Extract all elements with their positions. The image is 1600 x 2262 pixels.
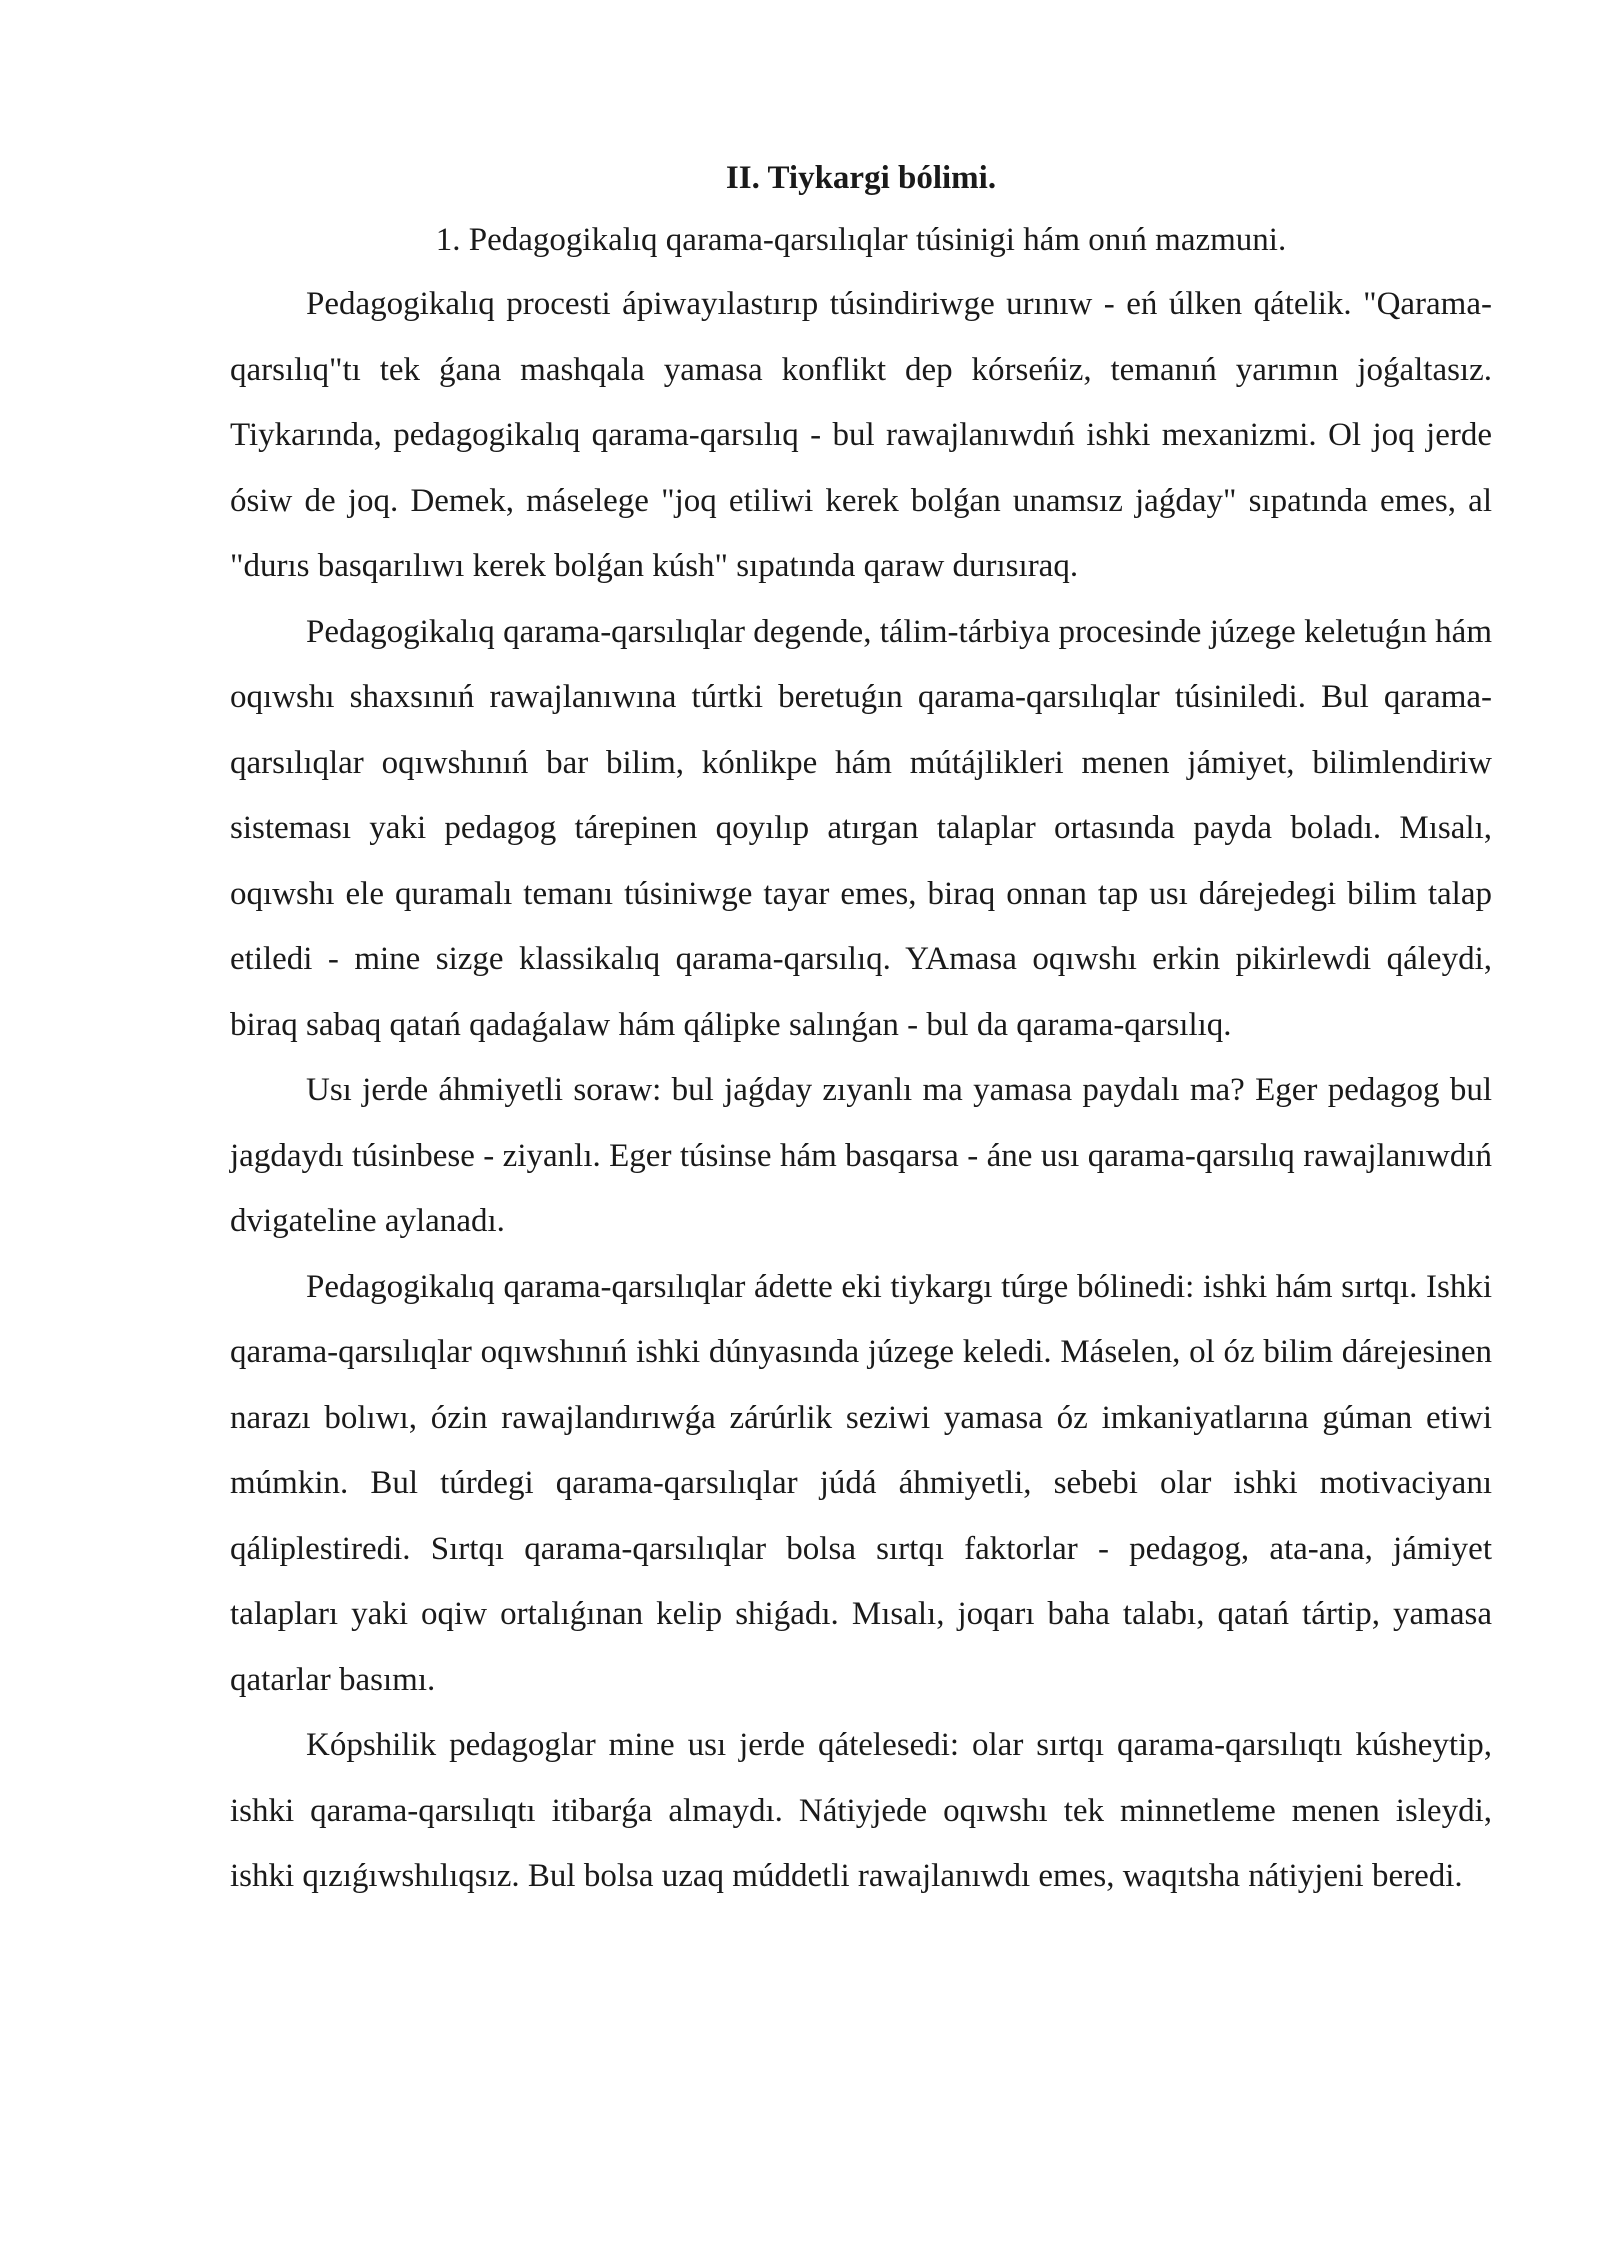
paragraph-2: Pedagogikalıq qarama-qarsılıqlar degende, tálim-tárbiya procesinde júzege keletuǵın hám oqıwshı shaxsınıń rawajlanıwına túrtki beretuǵın qarama-qarsılıqlar túsiniledi. Bul qarama-qarsılıqlar oqıwshınıń bar bilim, kónlikpe hám mútájlikleri menen jámiyet, bilimlendiriw sisteması yaki pedagog tárepinen qoyılıp atırgan talaplar ortasında payda boladı. Mısalı, oqıwshı ele quramalı temanı túsiniwge tayar emes, biraq onnan tap usı dárejedegi bilim talap etiledi - mine sizge klassikalıq qarama-qarsılıq. YAmasa oqıwshı erkin pikirlewdi qáleydi, biraq sabaq qatań qadaǵalaw hám qálipke salınǵan - bul da qarama-qarsılıq. — [230, 613, 1492, 1043]
paragraph-5: Kópshilik pedagoglar mine usı jerde qátelesedi: olar sırtqı qarama-qarsılıqtı kúsheytip, ishki qarama-qarsılıqtı itibarǵa almaydı. Nátiyjede oqıwshı tek minnetleme menen isleydi, ishki qızıǵıwshılıqsız. Bul bolsa uzaq múddetli rawajlanıwdı emes, waqıtsha nátiyjeni beredi. — [230, 1727, 1492, 1894]
paragraph-3: Usı jerde áhmiyetli soraw: bul jaǵday zıyanlı ma yamasa paydalı ma? Eger pedagog bul jagdaydı túsinbese - ziyanlı. Eger túsinse hám basqarsa - áne usı qarama-qarsılıq rawajlanıwdıń dvigateline aylanadı. — [230, 1072, 1492, 1239]
section-title: II. Tiykargi bólimi. — [725, 160, 997, 196]
document-page — [230, 148, 1492, 1910]
paragraph-1: Pedagogikalıq procesti ápiwayılastırıp túsindiriwge urınıw - eń úlken qátelik. "Qarama-qarsılıq"tı tek ǵana mashqala yamasa konflikt dep kórseńiz, temanıń yarımın joǵaltasız. Tiykarında, pedagogikalıq qarama-qarsılıq - bul rawajlanıwdıń ishki mexanizmi. Ol joq jerde ósiw de joq. Demek, máselege "joq etiliwi kerek bolǵan unamsız jaǵday" sıpatında emes, al "durıs basqarılıwı kerek bolǵan kúsh" sıpatında qaraw durısıraq. — [230, 286, 1492, 584]
paragraph-4: Pedagogikalıq qarama-qarsılıqlar ádette eki tiykargı túrge bólinedi: ishki hám sırtqı. Ishki qarama-qarsılıqlar oqıwshınıń ishki dúnyasında júzege keledi. Máselen, ol óz bilim dárejesinen narazı bolıwı, ózin rawajlandırıwǵa zárúrlik seziwi yamasa óz imkaniyatlarına gúman etiwi múmkin. Bul túrdegi qarama-qarsılıqlar júdá áhmiyetli, sebebi olar ishki motivaciyanı qáliplestiredi. Sırtqı qarama-qarsılıqlar bolsa sırtqı faktorlar - pedagog, ata-ana, jámiyet talapları yaki oqiw ortalıǵınan kelip shiǵadı. Mısalı, joqarı baha talabı, qatań tártip, yamasa qatarlar basımı. — [230, 1268, 1492, 1698]
subsection-title: 1. Pedagogikalıq qarama-qarsılıqlar túsinigi hám onıń mazmuni. — [435, 222, 1287, 258]
